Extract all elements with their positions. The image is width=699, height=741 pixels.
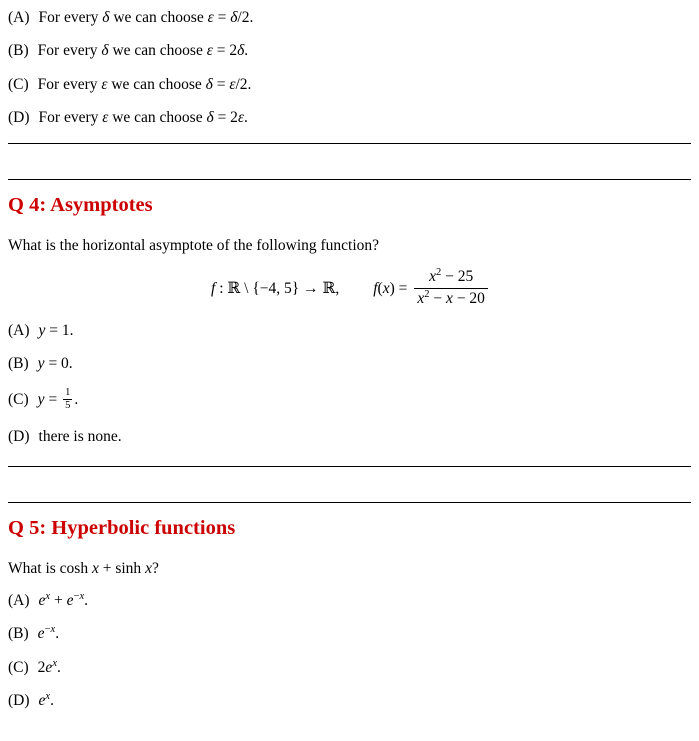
q5-question-text: What is cosh x + sinh x? bbox=[8, 560, 159, 578]
inline-fraction bbox=[63, 387, 72, 412]
option-text: $e^x + e^{-x}$. bbox=[38, 590, 89, 609]
option-text: $2e^x$. bbox=[37, 657, 61, 676]
option-row-d bbox=[8, 427, 691, 446]
option-row-c bbox=[8, 75, 691, 94]
q5-options bbox=[8, 591, 691, 711]
option-text bbox=[37, 387, 79, 412]
option-text: For every δ we can choose ε = 2δ. bbox=[37, 42, 249, 60]
q4-question-text: What is the horizontal asymptote of the following function? bbox=[8, 237, 380, 255]
option-label: (A) bbox=[8, 9, 30, 26]
question-separator-line bbox=[8, 502, 691, 503]
option-text: y = 1. bbox=[38, 321, 74, 339]
option-text-pre: y = bbox=[37, 390, 62, 408]
previous-question-options bbox=[8, 8, 691, 128]
option-label: (A) bbox=[8, 321, 30, 339]
option-text: y = 0. bbox=[37, 355, 73, 372]
fraction-numerator: $x^2 - 25$ bbox=[429, 267, 474, 286]
option-text: For every ε we can choose δ = 2ε. bbox=[38, 109, 248, 127]
question-separator-line bbox=[8, 179, 691, 180]
option-label: (B) bbox=[8, 42, 29, 60]
option-row-d bbox=[8, 108, 691, 127]
fraction-denominator: 5 bbox=[65, 400, 71, 412]
option-row-b bbox=[8, 624, 691, 643]
option-label: (C) bbox=[8, 390, 29, 408]
option-text: there is none. bbox=[38, 427, 122, 445]
question-separator-line bbox=[8, 143, 691, 144]
q4-function-display bbox=[8, 268, 691, 308]
q4-function-display-wrap bbox=[8, 268, 691, 308]
option-text: For every ε we can choose δ = ε/2. bbox=[37, 75, 252, 93]
q4-title: Q 4: Asymptotes bbox=[8, 193, 153, 216]
question-5 bbox=[8, 517, 691, 710]
option-label: (D) bbox=[8, 109, 30, 127]
option-label: (B) bbox=[8, 625, 29, 643]
question-4 bbox=[8, 194, 691, 446]
option-text: $e^{-x}$. bbox=[37, 624, 60, 643]
q4-options bbox=[8, 321, 691, 446]
option-label: (D) bbox=[8, 427, 30, 445]
option-text: For every δ we can choose ε = δ/2. bbox=[38, 9, 254, 26]
fraction-numerator: 1 bbox=[65, 387, 71, 399]
option-row-c bbox=[8, 387, 691, 412]
option-row-b bbox=[8, 41, 691, 60]
function-equation: f(x) = bbox=[373, 279, 408, 297]
option-row-c bbox=[8, 658, 691, 677]
q5-title: Q 5: Hyperbolic functions bbox=[8, 516, 236, 539]
option-row-d bbox=[8, 691, 691, 710]
option-text-post: . bbox=[74, 390, 79, 408]
option-row-a bbox=[8, 591, 691, 610]
option-label: (B) bbox=[8, 355, 29, 372]
option-label: (A) bbox=[8, 591, 30, 609]
option-label: (C) bbox=[8, 75, 29, 93]
option-row-a bbox=[8, 8, 691, 27]
question-separator-line bbox=[8, 466, 691, 467]
option-row-b bbox=[8, 354, 691, 373]
option-text: $e^x$. bbox=[38, 690, 54, 709]
option-label: (D) bbox=[8, 691, 30, 709]
function-fraction bbox=[414, 268, 488, 308]
function-domain-mapping: f : ℝ \ {−4, 5} → ℝ, bbox=[211, 280, 340, 298]
option-row-a bbox=[8, 321, 691, 340]
option-label: (C) bbox=[8, 658, 29, 676]
fraction-denominator: $x^2 - x - 20$ bbox=[414, 288, 488, 309]
